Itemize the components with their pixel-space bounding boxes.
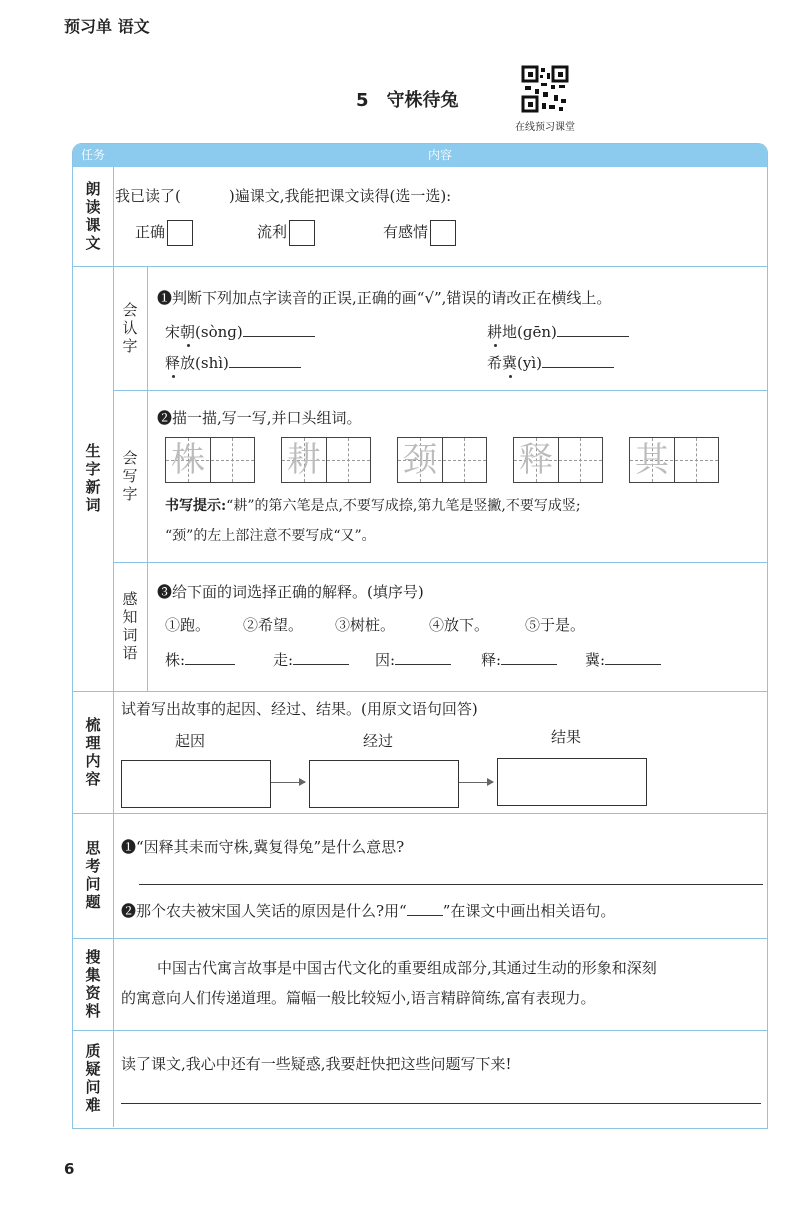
meaning-word bbox=[273, 649, 349, 670]
question-prompt: 读了课文,我心中还有一些疑惑,我要赶快把这些问题写下来! bbox=[121, 1055, 512, 1073]
table-header bbox=[73, 144, 767, 167]
reading-prompt bbox=[115, 185, 451, 206]
checkbox-fluent[interactable] bbox=[289, 220, 315, 246]
answer-line[interactable] bbox=[557, 322, 629, 337]
word-label: 释: bbox=[481, 651, 502, 669]
item-text: 放 bbox=[180, 354, 196, 372]
reading-option-emotion bbox=[383, 220, 456, 246]
lesson-name: 守株待兔 bbox=[386, 90, 459, 111]
arrow-icon bbox=[459, 782, 493, 783]
trace-char: 株 bbox=[171, 440, 205, 480]
collect-line-1: 中国古代寓言故事是中国古代文化的重要组成部分,其通过生动的形象和深刻 bbox=[157, 959, 657, 977]
dotted-char: 冀 bbox=[502, 354, 518, 372]
process-box[interactable] bbox=[309, 760, 459, 808]
trace-char: 其 bbox=[635, 440, 669, 480]
dotted-char: 耕 bbox=[487, 323, 503, 341]
task-table bbox=[72, 143, 768, 1129]
dotted-char: 朝 bbox=[180, 323, 196, 341]
word-label: 冀: bbox=[585, 651, 606, 669]
answer-line[interactable] bbox=[395, 650, 451, 665]
label-recognize: 会认字 bbox=[120, 301, 139, 356]
answer-line[interactable] bbox=[185, 650, 235, 665]
arrow-icon bbox=[271, 782, 305, 783]
recognize-item bbox=[165, 352, 301, 373]
meaning-question: ❸给下面的词选择正确的解释。(填序号) bbox=[157, 583, 424, 601]
label-question: 质疑问难 bbox=[83, 1043, 102, 1115]
write-question: ❷描一描,写一写,并口头组词。 bbox=[157, 409, 362, 427]
trace-char: 颈 bbox=[403, 440, 437, 480]
pinyin: (shì) bbox=[195, 354, 229, 372]
row-think bbox=[73, 814, 767, 939]
step-cause: 起因 bbox=[175, 732, 206, 750]
writing-grid[interactable] bbox=[281, 437, 371, 483]
qr-code-icon[interactable] bbox=[521, 65, 569, 113]
recognize-item bbox=[487, 321, 629, 342]
result-box[interactable] bbox=[497, 758, 647, 806]
label-reading: 朗读课文 bbox=[83, 180, 102, 253]
trace-char: 耕 bbox=[287, 440, 321, 480]
pinyin: (ɡēn) bbox=[517, 323, 557, 341]
trace-char: 释 bbox=[519, 440, 553, 480]
page-number: 6 bbox=[64, 1160, 75, 1178]
option-label: 正确 bbox=[135, 223, 166, 241]
label-write: 会写字 bbox=[120, 449, 139, 504]
answer-line[interactable] bbox=[139, 884, 763, 885]
writing-grid[interactable] bbox=[513, 437, 603, 483]
page-header: 预习单 语文 bbox=[64, 17, 150, 36]
writing-grid[interactable] bbox=[397, 437, 487, 483]
writing-grid[interactable] bbox=[165, 437, 255, 483]
meaning-word bbox=[375, 649, 451, 670]
outline-prompt: 试着写出故事的起因、经过、结果。(用原文语句回答) bbox=[121, 700, 478, 718]
meaning-option: ⑤于是。 bbox=[525, 616, 586, 634]
option-label: 有感情 bbox=[383, 223, 429, 241]
word-label: 走: bbox=[273, 651, 294, 669]
underline-mark bbox=[407, 901, 443, 916]
cause-box[interactable] bbox=[121, 760, 271, 808]
tip-label: 书写提示: bbox=[165, 498, 227, 514]
writing-tip-2: “颈”的左上部注意不要写成“又”。 bbox=[165, 528, 376, 544]
meaning-option: ④放下。 bbox=[429, 616, 490, 634]
row-collect bbox=[73, 939, 767, 1031]
meaning-option: ②希望。 bbox=[243, 616, 304, 634]
answer-line[interactable] bbox=[121, 1103, 761, 1104]
step-process: 经过 bbox=[363, 732, 394, 750]
think-question-1: ❶“因释其耒而守株,冀复得兔”是什么意思? bbox=[121, 838, 405, 856]
tip-line-1: “耕”的第六笔是点,不要写成捺,第九笔是竖撇,不要写成竖; bbox=[226, 498, 581, 514]
meaning-option: ①跑。 bbox=[165, 616, 211, 634]
checkbox-emotion[interactable] bbox=[430, 220, 456, 246]
label-collect: 搜集资料 bbox=[83, 948, 102, 1021]
reading-prompt-b: )遍课文,我能把课文读得(选一选): bbox=[228, 187, 452, 205]
meaning-word bbox=[585, 649, 661, 670]
word-label: 因: bbox=[375, 651, 396, 669]
reading-option-fluent bbox=[257, 220, 315, 246]
answer-line[interactable] bbox=[501, 650, 557, 665]
row-question bbox=[73, 1031, 767, 1127]
recognize-item bbox=[165, 321, 315, 342]
word-label: 株: bbox=[165, 651, 186, 669]
label-meaning: 感知词语 bbox=[120, 591, 139, 663]
header-content: 内容 bbox=[427, 148, 452, 162]
item-text: 地 bbox=[502, 323, 518, 341]
item-text: 宋 bbox=[165, 323, 181, 341]
answer-line[interactable] bbox=[542, 353, 614, 368]
label-think: 思考问题 bbox=[83, 840, 102, 912]
label-new-words: 生字新词 bbox=[83, 443, 102, 515]
answer-line[interactable] bbox=[605, 650, 661, 665]
collect-line-2: 的寓意向人们传递道理。篇幅一般比较短小,语言精辟简练,富有表现力。 bbox=[121, 989, 596, 1007]
answer-line[interactable] bbox=[293, 650, 349, 665]
answer-line[interactable] bbox=[229, 353, 301, 368]
pinyin: (yì) bbox=[517, 354, 543, 372]
header-task: 任务 bbox=[80, 148, 105, 162]
dotted-char: 释 bbox=[165, 354, 181, 372]
row-reading bbox=[73, 167, 767, 267]
pinyin: (sònɡ) bbox=[195, 323, 243, 341]
writing-tip bbox=[165, 495, 581, 515]
q2-text-b: ”在课文中画出相关语句。 bbox=[442, 902, 616, 920]
item-text: 希 bbox=[487, 354, 503, 372]
row-new-words bbox=[73, 267, 767, 692]
label-outline: 梳理内容 bbox=[83, 716, 102, 789]
writing-grid[interactable] bbox=[629, 437, 719, 483]
lesson-number: 5 bbox=[356, 90, 369, 111]
meaning-word bbox=[481, 649, 557, 670]
row-outline bbox=[73, 692, 767, 814]
meaning-option: ③树桩。 bbox=[335, 616, 396, 634]
q2-text-a: ❷那个农夫被宋国人笑话的原因是什么?用“ bbox=[121, 902, 407, 920]
meaning-word bbox=[165, 649, 235, 670]
reading-option-correct bbox=[135, 220, 193, 246]
qr-label: 在线预习课堂 bbox=[515, 122, 575, 133]
recognize-item bbox=[487, 352, 614, 373]
checkbox-correct[interactable] bbox=[167, 220, 193, 246]
step-result: 结果 bbox=[551, 728, 582, 746]
lesson-title bbox=[356, 86, 459, 112]
recognize-question: ❶判断下列加点字读音的正误,正确的画“√”,错误的请改正在横线上。 bbox=[157, 289, 612, 307]
answer-line[interactable] bbox=[243, 322, 315, 337]
reading-prompt-a: 我已读了( bbox=[115, 187, 181, 205]
option-label: 流利 bbox=[257, 223, 288, 241]
think-question-2 bbox=[121, 900, 615, 921]
